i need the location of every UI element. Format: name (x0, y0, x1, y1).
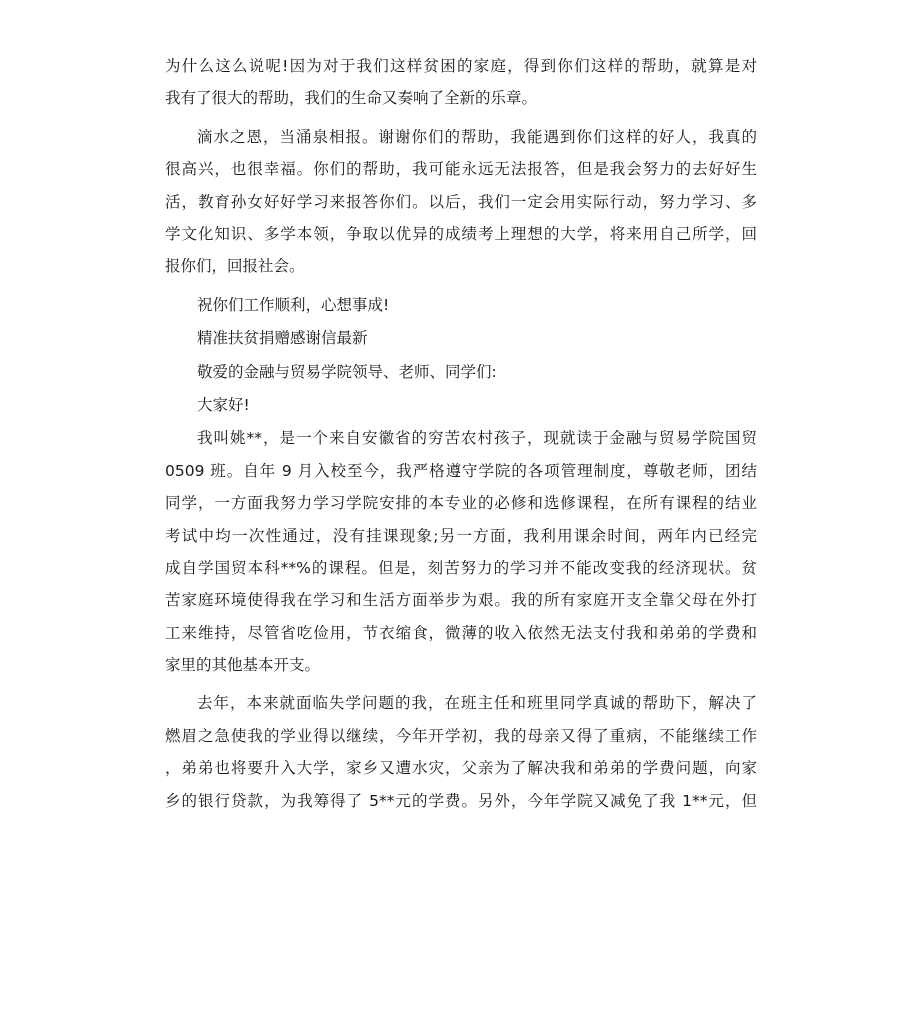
text-line: 工来维持，尽管省吃俭用，节衣缩食，微薄的收入依然无法支付我和弟弟的学费和 (165, 623, 757, 642)
text-line: 活，教育孙女好好学习来报答你们。以后，我们一定会用实际行动，努力学习、多 (165, 192, 757, 211)
letter-greeting: 大家好! (197, 395, 250, 414)
text-line: 去年，本来就面临失学问题的我，在班主任和班里同学真诚的帮助下，解决了 (197, 694, 757, 713)
letter-salutation: 敬爱的金融与贸易学院领导、老师、同学们: (197, 362, 497, 381)
text-line: 报你们，回报社会。 (165, 257, 305, 276)
paragraph-1 (165, 50, 757, 115)
text-line: 很高兴，也很幸福。你们的帮助，我可能永远无法报答，但是我会努力的去好好生 (165, 160, 757, 179)
text-line: 同学，一方面我努力学习学院安排的本专业的必修和选修课程，在所有课程的结业 (165, 494, 757, 513)
text-line: ，弟弟也将要升入大学，家乡又遭水灾，父亲为了解决我和弟弟的学费问题，向家 (165, 759, 757, 778)
text-line: 成自学国贸本科**%的课程。但是，刻苦努力的学习并不能改变我的经济现状。贫 (165, 558, 757, 577)
document-body (165, 50, 757, 823)
text-line: 学文化知识、多学本领，争取以优异的成绩考上理想的大学，将来用自己所学，回 (165, 224, 757, 243)
text-line: 苦家庭环境使得我在学习和生活方面举步为艰。我的所有家庭开支全靠父母在外打 (165, 591, 757, 610)
text-line: 考试中均一次性通过，没有挂课现象;另一方面，我利用课余时间，两年内已经完 (165, 526, 757, 545)
paragraph-4 (165, 687, 757, 817)
closing-wish: 祝你们工作顺利，心想事成! (197, 295, 390, 314)
text-line: 我有了很大的帮助，我们的生命又奏响了全新的乐章。 (165, 89, 538, 108)
text-line: 家里的其他基本开支。 (165, 656, 321, 675)
text-line: 我叫姚**，是一个来自安徽省的穷苦农村孩子，现就读于金融与贸易学院国贸 (197, 429, 757, 448)
text-line: 0509 班。自年 9 月入校至今，我严格遵守学院的各项管理制度，尊敬老师，团结 (165, 461, 757, 480)
letter-title: 精准扶贫捐赠感谢信最新 (197, 329, 368, 348)
paragraph-3 (165, 422, 757, 681)
text-line: 乡的银行贷款，为我筹得了 5**元的学费。另外，今年学院又减免了我 1**元，但 (165, 791, 757, 810)
paragraph-2 (165, 121, 757, 283)
text-line: 滴水之恩，当涌泉相报。谢谢你们的帮助，我能遇到你们这样的好人，我真的 (197, 127, 757, 146)
text-line: 燃眉之急使我的学业得以继续，今年开学初，我的母亲又得了重病，不能继续工作 (165, 726, 757, 745)
text-line: 为什么这么说呢!因为对于我们这样贫困的家庭，得到你们这样的帮助，就算是对 (165, 57, 757, 75)
